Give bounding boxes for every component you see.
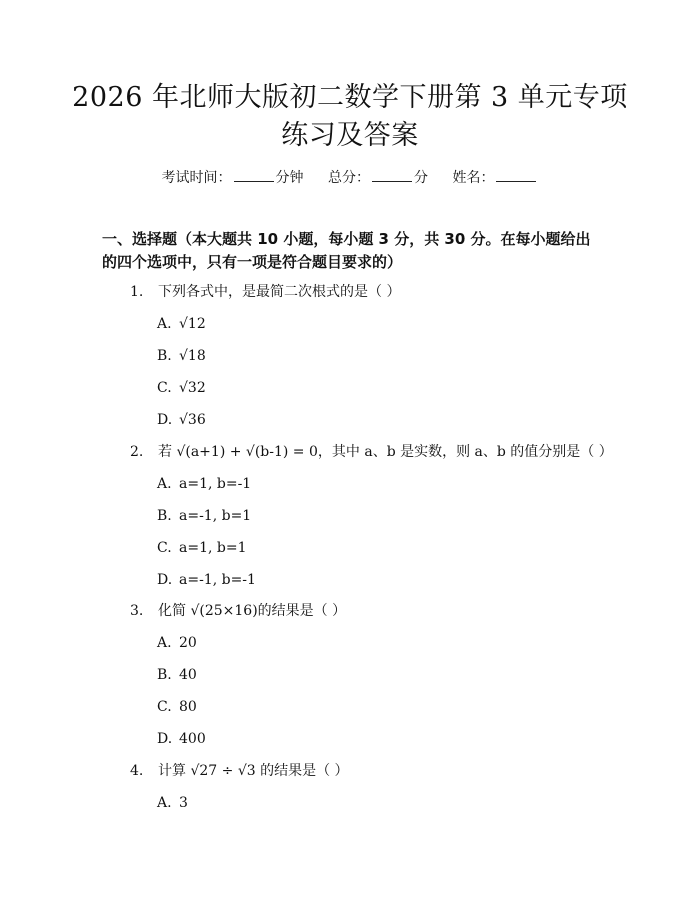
option-letter: C.	[157, 540, 172, 556]
option-text: √18	[179, 348, 206, 364]
option-letter: D.	[157, 731, 173, 747]
option-2b[interactable]	[157, 506, 251, 526]
option-letter: C.	[157, 699, 172, 715]
option-text: √12	[179, 316, 206, 332]
option-letter: B.	[157, 667, 172, 683]
question-text: 若 √(a+1) + √(b-1) = 0，其中 a、b 是实数，则 a、b 的值分别是（ ）	[158, 444, 613, 460]
question-number: 2.	[130, 444, 144, 460]
option-3b[interactable]	[157, 665, 197, 685]
option-1c[interactable]	[157, 378, 206, 398]
exam-time-label: 考试时间：	[161, 170, 232, 186]
question-number: 1.	[130, 284, 144, 300]
option-text: a=-1, b=1	[179, 508, 252, 524]
option-4a[interactable]	[157, 793, 188, 813]
option-2c[interactable]	[157, 538, 246, 558]
question-4	[130, 761, 349, 781]
name-label: 姓名：	[452, 170, 495, 186]
question-2	[130, 442, 613, 462]
option-text: √32	[179, 380, 206, 396]
option-2d[interactable]	[157, 570, 256, 590]
total-score-unit: 分	[414, 170, 428, 186]
question-text: 下列各式中，是最简二次根式的是（ ）	[158, 284, 401, 300]
total-score-blank[interactable]	[372, 167, 412, 182]
option-letter: A.	[157, 795, 172, 811]
option-letter: D.	[157, 572, 173, 588]
question-text: 化简 √(25×16)的结果是（ ）	[158, 603, 347, 619]
option-1d[interactable]	[157, 410, 206, 430]
total-score-label: 总分：	[328, 170, 370, 186]
question-number: 4.	[130, 763, 144, 779]
option-1b[interactable]	[157, 346, 206, 366]
option-text: 40	[179, 667, 197, 683]
option-letter: B.	[157, 508, 172, 524]
option-letter: A.	[157, 476, 172, 492]
question-text: 计算 √27 ÷ √3 的结果是（ ）	[158, 763, 349, 779]
section-heading: 一、选择题（本大题共 10 小题，每小题 3 分，共 30 分。在每小题给出的四个选项中，只有一项是符合题目要求的）	[102, 230, 591, 271]
option-letter: C.	[157, 380, 172, 396]
question-3	[130, 601, 346, 621]
option-text: a=-1, b=-1	[179, 572, 256, 588]
option-text: 80	[179, 699, 197, 715]
exam-meta	[0, 167, 700, 188]
option-letter: A.	[157, 316, 172, 332]
option-1a[interactable]	[157, 314, 206, 334]
total-score-field	[328, 170, 432, 186]
option-text: 3	[179, 795, 188, 811]
option-text: a=1, b=-1	[179, 476, 252, 492]
option-3d[interactable]	[157, 729, 206, 749]
option-letter: A.	[157, 635, 172, 651]
page-title-line-2: 练习及答案	[281, 120, 419, 151]
question-number: 3.	[130, 603, 144, 619]
option-3a[interactable]	[157, 633, 197, 653]
exam-time-blank[interactable]	[234, 167, 274, 182]
question-1	[130, 282, 400, 302]
option-letter: B.	[157, 348, 172, 364]
option-letter: D.	[157, 412, 173, 428]
option-text: 400	[179, 731, 206, 747]
name-blank[interactable]	[496, 167, 536, 182]
option-text: √36	[179, 412, 206, 428]
exam-time-field	[162, 170, 308, 186]
option-text: a=1, b=1	[179, 540, 247, 556]
exam-time-unit: 分钟	[275, 170, 304, 186]
option-text: 20	[179, 635, 197, 651]
page-title-line-1: 2026 年北师大版初二数学下册第 3 单元专项	[72, 82, 628, 113]
option-3c[interactable]	[157, 697, 197, 717]
name-field	[452, 170, 538, 186]
option-2a[interactable]	[157, 474, 251, 494]
